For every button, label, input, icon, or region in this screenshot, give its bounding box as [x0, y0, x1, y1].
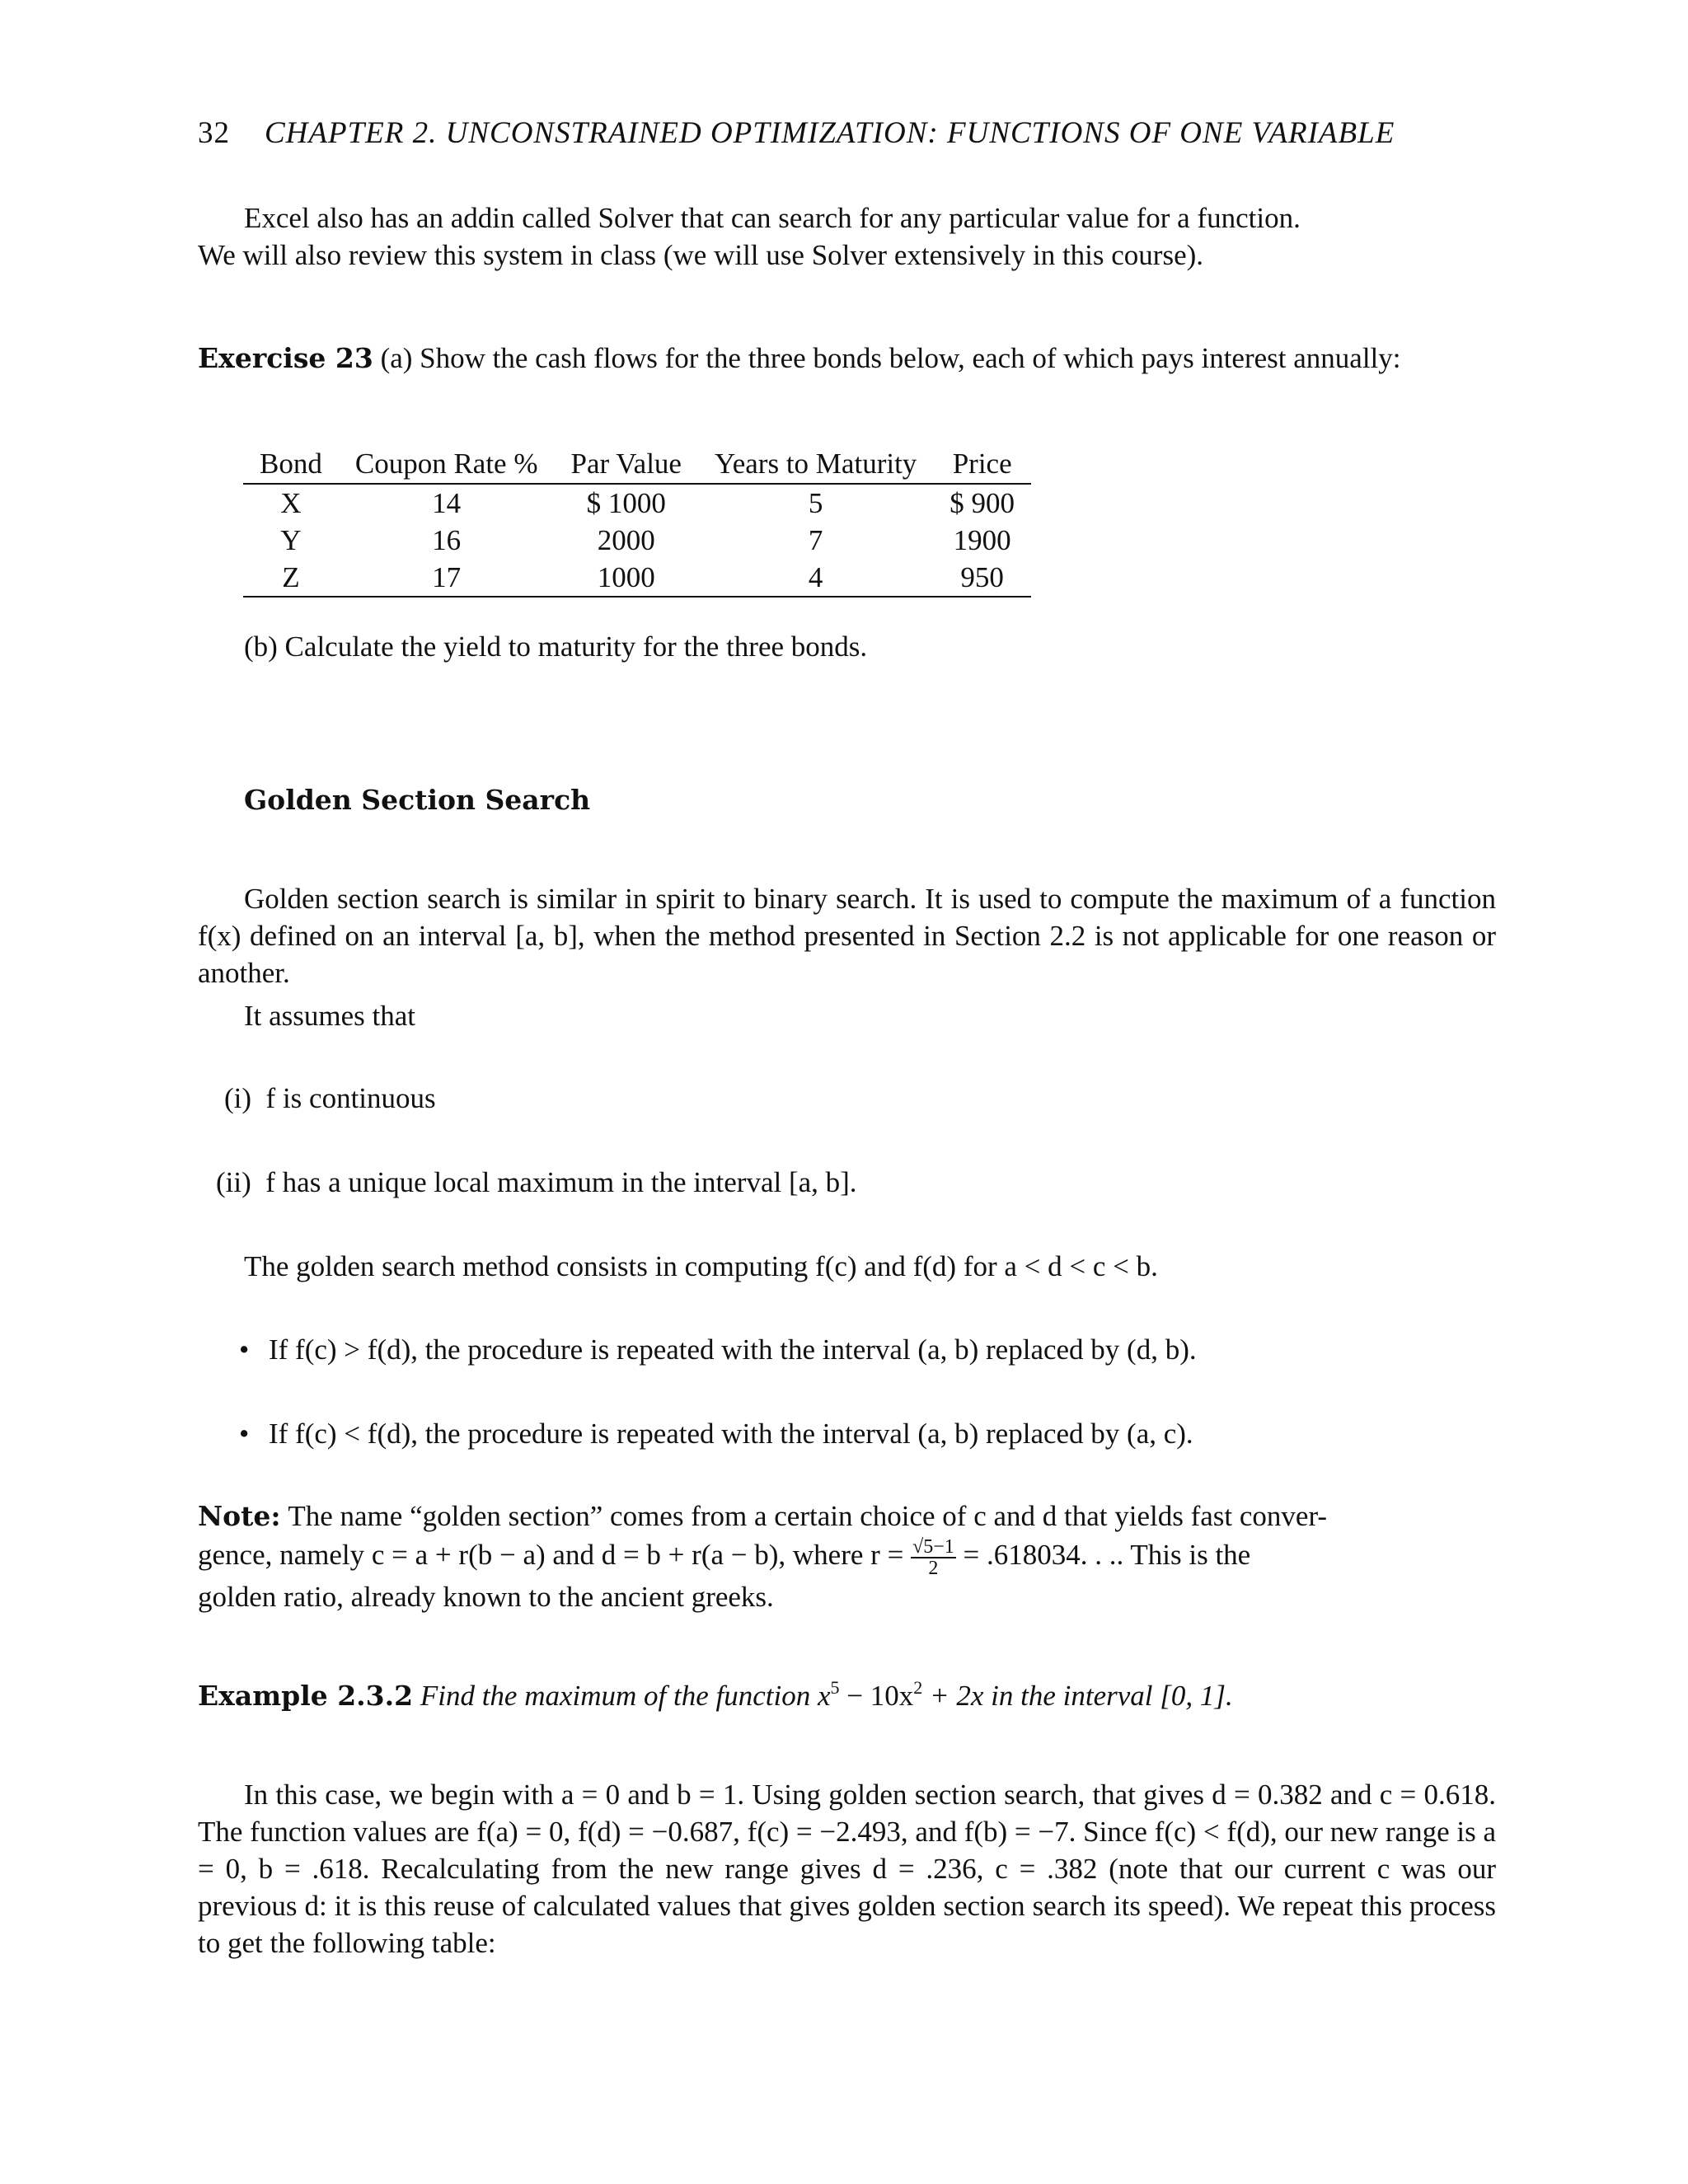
table-cell: $ 900: [950, 486, 1015, 519]
bond-table: [243, 445, 1031, 598]
table-cell: X: [280, 486, 302, 519]
exponent-5: 5: [830, 1677, 840, 1698]
bullet-text-1: If f(c) > f(d), the procedure is repeated with the interval (a, b) replaced by (d, b).: [269, 1333, 1197, 1366]
note-line-1: The name “golden section” comes from a certain choice of c and d that yields fast conver-: [288, 1500, 1328, 1532]
running-header: [198, 115, 1496, 151]
section-title: [244, 781, 1542, 818]
col-years-to-maturity: Years to Maturity: [698, 445, 933, 484]
intro-line-2: We will also review this system in class (we will use Solver extensively in this course).: [198, 239, 1204, 271]
table-cell: 17: [339, 559, 555, 597]
table-cell: 950: [933, 559, 1031, 597]
table-row: [243, 484, 1031, 522]
condition-i: [224, 1080, 1522, 1117]
condition-ii: [216, 1164, 1514, 1201]
example-body: [198, 1776, 1496, 1961]
condition-i-text: f is continuous: [265, 1082, 436, 1114]
table-cell: 16: [432, 523, 462, 556]
table-cell: Z: [243, 559, 339, 597]
table-cell: 1900: [953, 523, 1011, 556]
section-paragraph-1: [198, 880, 1496, 991]
table-cell: $ 1000: [586, 486, 666, 519]
bullet-item-2: [239, 1415, 1537, 1452]
fraction-numerator: √5−1: [912, 1535, 954, 1558]
table-row: [243, 559, 1031, 597]
running-title: CHAPTER 2. UNCONSTRAINED OPTIMIZATION: FUNCTIONS OF ONE VARIABLE: [265, 116, 1395, 150]
page-number: 32: [198, 116, 230, 150]
bullet-text-2: If f(c) < f(d), the procedure is repeated with the interval (a, b) replaced by (a, c).: [269, 1418, 1193, 1450]
col-par-value: Par Value: [555, 445, 698, 484]
fraction-denominator: 2: [928, 1557, 939, 1579]
bullet-icon: •: [239, 1418, 250, 1450]
note-paragraph: [198, 1497, 1496, 1615]
exercise-part-b: (b) Calculate the yield to maturity for the three bonds.: [244, 630, 868, 663]
condition-i-label: (i): [224, 1082, 252, 1114]
exercise-label: Exercise 23: [198, 342, 373, 374]
note-label: Note:: [198, 1500, 281, 1532]
table-row: [243, 522, 1031, 559]
table-cell: 7: [808, 523, 823, 556]
bullet-icon: •: [239, 1333, 250, 1366]
section-title-text: Golden Section Search: [244, 784, 591, 816]
table-cell: 5: [808, 486, 823, 519]
table-cell: Y: [280, 523, 302, 556]
golden-ratio-fraction: [911, 1537, 956, 1578]
intro-paragraph: [198, 199, 1496, 274]
example-text-a: Find the maximum of the function x: [420, 1680, 831, 1712]
example-statement: [198, 1677, 1496, 1714]
exponent-2: 2: [913, 1677, 923, 1698]
col-bond: Bond: [243, 445, 339, 484]
example-body-text: In this case, we begin with a = 0 and b = 1. Using golden section search, that gives d = 0.382 and c = 0.618. The function values are f(a) = 0, f(d) = −0.687, f(c) = −2.493, and f(b) = −7. Since f(c) < f(d), our new range is a = 0, b = .618. Recalculating from the new range gives d = .236, c = .382 (note that our current c was our previous d: it is this reuse of calculated values that gives golden section search its speed). We repeat this process to get the following table:: [198, 1779, 1496, 1959]
section-p2: It assumes that: [244, 1000, 416, 1032]
table-cell: 1000: [555, 559, 698, 597]
condition-ii-text: f has a unique local maximum in the interval [a, b].: [265, 1166, 857, 1198]
example-text-c: + 2x in the interval [0, 1].: [922, 1680, 1233, 1712]
section-p1: Golden section search is similar in spirit to binary search. It is used to compute the maximum of a function f(x) defined on an interval [a, b], when the method presented in Section 2.2 is not applicable for one reason or another.: [198, 883, 1496, 989]
col-coupon-rate: Coupon Rate %: [339, 445, 555, 484]
section-p3: The golden search method consists in computing f(c) and f(d) for a < d < c < b.: [244, 1250, 1158, 1282]
bullet-item-1: [239, 1331, 1537, 1368]
table-cell: 2000: [597, 523, 655, 556]
note-line-2a: gence, namely c = a + r(b − a) and d = b + r(a − b), where r =: [198, 1539, 904, 1571]
bond-table-header: [243, 445, 1031, 484]
table-cell: 14: [432, 486, 462, 519]
col-price: Price: [933, 445, 1031, 484]
exercise-statement: [198, 340, 1496, 377]
example-text-b: − 10x: [839, 1680, 914, 1712]
condition-ii-label: (ii): [216, 1166, 251, 1198]
note-line-2b: = .618034. . .. This is the: [963, 1539, 1251, 1571]
note-line-3: golden ratio, already known to the ancient greeks.: [198, 1580, 774, 1613]
example-label: Example 2.3.2: [198, 1680, 414, 1712]
intro-line-1: Excel also has an addin called Solver that can search for any particular value for a function.: [244, 202, 1301, 234]
table-cell: 4: [698, 559, 933, 597]
exercise-part-a: (a) Show the cash flows for the three bonds below, each of which pays interest annually:: [380, 342, 1401, 374]
